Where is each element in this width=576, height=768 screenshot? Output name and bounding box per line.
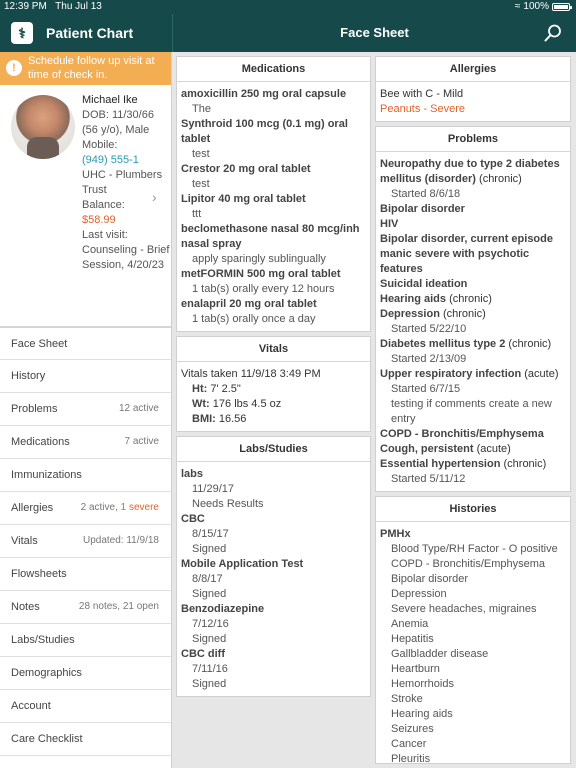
app-logo-icon: ⚕ [11, 22, 33, 44]
sidebar-item-account[interactable]: Account [0, 690, 171, 723]
vital-weight: Wt: 176 lbs 4.5 oz [192, 398, 282, 410]
card-title: Vitals [177, 337, 370, 362]
top-bar [0, 14, 576, 52]
exclamation-icon: ! [6, 60, 22, 76]
list-item: Blood Type/RH Factor - O positive [391, 543, 558, 555]
list-item[interactable]: Benzodiazepine 7/12/16 Signed [181, 603, 265, 645]
balance-label: Balance: [82, 199, 125, 211]
patient-mobile: Mobile: (949) 555-1 [82, 139, 139, 166]
list-item: Stroke [391, 693, 423, 705]
vitals-card[interactable] [176, 336, 371, 432]
alert-banner[interactable] [0, 52, 171, 85]
sidebar-item-vitals[interactable]: Vitals Updated: 11/9/18 [0, 525, 171, 558]
card-title: Medications [177, 57, 370, 82]
sidebar-item-labs-studies[interactable]: Labs/Studies [0, 624, 171, 657]
sidebar-item-care-checklist[interactable]: Care Checklist [0, 723, 171, 756]
alert-text: Schedule follow up visit at time of check in. [28, 55, 155, 81]
vital-bmi: BMI: 16.56 [192, 413, 247, 425]
patient-info [82, 93, 170, 273]
page-title: Face Sheet [340, 25, 409, 40]
list-item[interactable]: amoxicillin 250 mg oral capsule The [181, 88, 347, 115]
list-item[interactable]: beclomethasone nasal 80 mcg/inh nasal spray apply sparingly sublingually [181, 223, 360, 265]
list-item[interactable]: CBC diff 7/11/16 Signed [181, 648, 228, 690]
problems-count: 12 active [118, 403, 159, 414]
list-item[interactable]: Bipolar disorder, current episode manic severe with psychotic features [380, 233, 553, 275]
problems-list [376, 152, 570, 491]
sidebar-item-allergies[interactable]: Allergies 2 active, 1 severe [0, 492, 171, 525]
list-item: Heartburn [391, 663, 440, 675]
patient-dob: DOB: 11/30/66 (56 y/o), Male [82, 109, 154, 136]
sidebar-item-immunizations[interactable]: Immunizations [0, 459, 171, 492]
list-item[interactable]: Peanuts - Severe [380, 103, 466, 115]
list-item[interactable]: Synthroid 100 mcg (0.1 mg) oral tablet test [181, 118, 348, 160]
histories-list [376, 522, 570, 764]
list-item[interactable]: Diabetes mellitus type 2 (chronic) Started 2/13/09 [380, 338, 552, 365]
last-visit-label: Last visit: [82, 229, 128, 241]
list-item[interactable]: labs 11/29/17 Needs Results [181, 468, 264, 510]
list-item[interactable]: metFORMIN 500 mg oral tablet 1 tab(s) orally every 12 hours [181, 268, 341, 295]
list-item[interactable]: Mobile Application Test 8/8/17 Signed [181, 558, 304, 600]
main-column-right [375, 56, 571, 768]
list-item[interactable]: Bee with C - Mild [380, 88, 464, 100]
app-title: Patient Chart [46, 25, 134, 41]
list-item[interactable]: Essential hypertension (chronic) Started 5/11/12 [380, 458, 547, 485]
balance-value: $58.99 [82, 214, 116, 226]
patient-insurance: UHC - Plumbers Trust [82, 169, 163, 196]
allergies-count: 2 active, 1 severe [80, 502, 159, 513]
allergies-card[interactable] [375, 56, 571, 122]
main-column-left [176, 56, 371, 701]
avatar [11, 95, 75, 159]
list-item: Bipolar disorder [391, 573, 469, 585]
histories-group: PMHx [380, 528, 411, 540]
status-bar [0, 0, 576, 14]
list-item: Severe headaches, migraines [391, 603, 537, 615]
list-item[interactable]: Suicidal ideation [380, 278, 468, 290]
medications-card[interactable] [176, 56, 371, 332]
list-item: Seizures [391, 723, 434, 735]
card-title: Labs/Studies [177, 437, 370, 462]
notes-count: 28 notes, 21 open [78, 601, 159, 612]
wifi-icon: ≈ [514, 1, 521, 12]
list-item[interactable]: HIV [380, 218, 399, 230]
list-item[interactable]: Depression (chronic) Started 5/22/10 [380, 308, 486, 335]
sidebar-item-demographics[interactable]: Demographics [0, 657, 171, 690]
status-time: 12:39 PM Thu Jul 13 [4, 1, 102, 12]
list-item: Hearing aids [391, 708, 453, 720]
list-item[interactable]: COPD - Bronchitis/Emphysema [380, 428, 544, 440]
sidebar-item-flowsheets[interactable]: Flowsheets [0, 558, 171, 591]
chevron-right-icon[interactable]: › [152, 189, 157, 205]
list-item[interactable]: Hearing aids (chronic) [380, 293, 492, 305]
vitals-taken: Vitals taken 11/9/18 3:49 PM [181, 368, 321, 380]
app-header [0, 14, 172, 52]
list-item[interactable]: Crestor 20 mg oral tablet test [181, 163, 311, 190]
sidebar-item-face-sheet[interactable]: Face Sheet [0, 327, 171, 360]
status-right [515, 1, 570, 12]
search-icon[interactable] [544, 24, 562, 42]
list-item[interactable]: enalapril 20 mg oral tablet 1 tab(s) orally once a day [181, 298, 317, 325]
list-item: COPD - Bronchitis/Emphysema [391, 558, 546, 570]
list-item[interactable]: Bipolar disorder [380, 203, 465, 215]
list-item[interactable]: Lipitor 40 mg oral tablet ttt [181, 193, 306, 220]
list-item: Depression [391, 588, 447, 600]
medications-count: 7 active [124, 436, 159, 447]
battery-icon [552, 3, 570, 11]
list-item: Pleuritis [391, 753, 431, 764]
histories-card[interactable] [375, 496, 571, 764]
list-item[interactable]: Cough, persistent (acute) [380, 443, 511, 455]
labs-card[interactable] [176, 436, 371, 697]
phone-link[interactable]: (949) 555-1 [82, 154, 139, 166]
sidebar-nav [0, 327, 171, 756]
vitals-body [177, 362, 370, 431]
list-item: Cancer [391, 738, 427, 750]
battery-percent: 100% [523, 1, 549, 12]
list-item: Anemia [391, 618, 429, 630]
card-title: Allergies [376, 57, 570, 82]
sidebar-item-problems[interactable]: Problems 12 active [0, 393, 171, 426]
list-item: Gallbladder disease [391, 648, 489, 660]
vitals-updated: Updated: 11/9/18 [83, 535, 159, 546]
list-item[interactable]: Upper respiratory infection (acute) Started 6/7/15 testing if comments create a new entry [380, 368, 559, 425]
list-item: Hemorrhoids [391, 678, 454, 690]
list-item: Hepatitis [391, 633, 434, 645]
list-item[interactable]: Neuropathy due to type 2 diabetes mellitus (disorder) (chronic) Started 8/6/18 [380, 158, 560, 200]
problems-card[interactable] [375, 126, 571, 492]
patient-name: Michael Ike [82, 94, 138, 106]
patient-card[interactable] [0, 85, 171, 327]
sidebar-item-medications[interactable]: Medications 7 active [0, 426, 171, 459]
sidebar-item-notes[interactable]: Notes 28 notes, 21 open [0, 591, 171, 624]
allergies-list [376, 82, 570, 121]
last-visit-value: Counseling - Brief Session, 4/20/23 [82, 244, 170, 271]
card-title: Problems [376, 127, 570, 152]
sidebar-item-history[interactable]: History [0, 360, 171, 393]
sidebar [0, 52, 172, 768]
medications-list [177, 82, 370, 331]
list-item[interactable]: CBC 8/15/17 Signed [181, 513, 229, 555]
card-title: Histories [376, 497, 570, 522]
vital-height: Ht: 7' 2.5" [192, 383, 241, 395]
labs-list [177, 462, 370, 696]
